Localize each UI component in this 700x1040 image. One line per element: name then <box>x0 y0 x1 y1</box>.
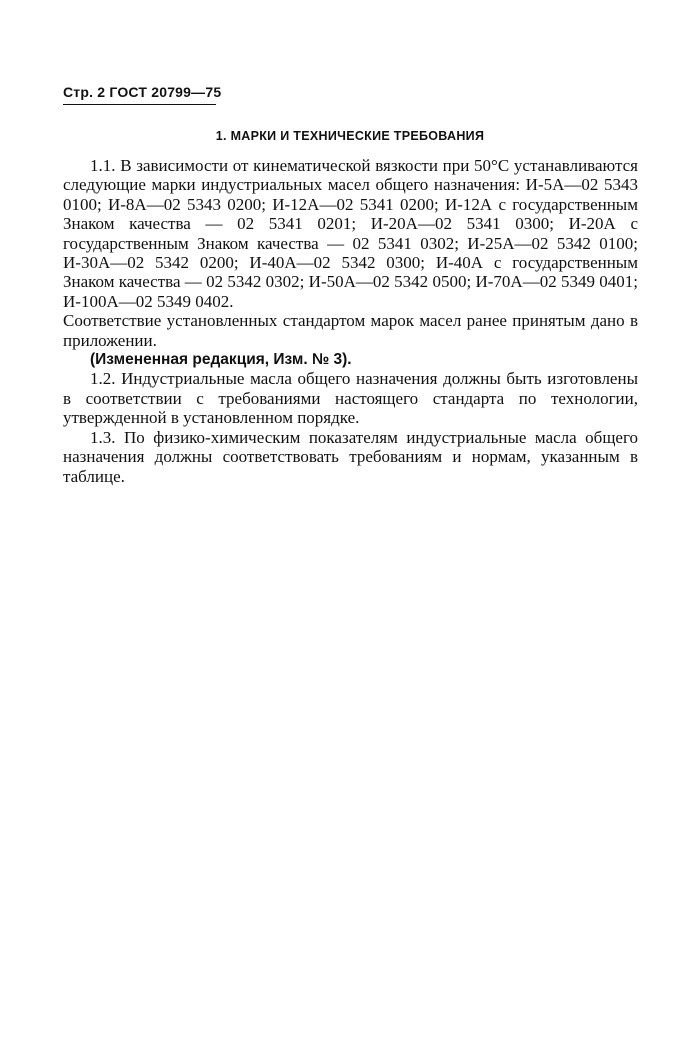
body-text <box>63 156 638 486</box>
paragraph-correspondence: Соответствие установленных стандартом марок масел ранее принятым дано в приложении. <box>63 311 638 350</box>
paragraph-1-1: 1.1. В зависимости от кинематической вязкости при 50°С устанавливаются следующие марки индустриальных масел общего назначения: И-5А—02 5343 0100; И-8А—02 5343 0200; И-12А—02 5341 0200; И-12А с государственным Знаком качества — 02 5341 0201; И-20А—02 5341 0300; И-20А с государственным Знаком качества — 02 5341 0302; И-25А—02 5342 0100; И-30А—02 5342 0200; И-40А—02 5342 0300; И-40А с государственным Знаком качества — 02 5342 0302; И-50А—02 5342 0500; И-70А—02 5349 0401; И-100А—02 5349 0402. <box>63 156 638 311</box>
paragraph-1-2: 1.2. Индустриальные масла общего назначения должны быть изготовлены в соответствии с требованиями настоящего стандарта по технологии, утвержденной в установленном порядке. <box>63 369 638 428</box>
paragraph-1-3: 1.3. По физико-химическим показателям индустриальные масла общего назначения должны соответствовать требованиям и нормам, указанным в таблице. <box>63 427 638 486</box>
running-head: Стр. 2 ГОСТ 20799—75 <box>63 84 222 100</box>
header-rule <box>63 104 216 105</box>
amendment-note: (Измененная редакция, Изм. № 3). <box>90 351 352 369</box>
section-title: 1. МАРКИ И ТЕХНИЧЕСКИЕ ТРЕБОВАНИЯ <box>215 129 485 143</box>
